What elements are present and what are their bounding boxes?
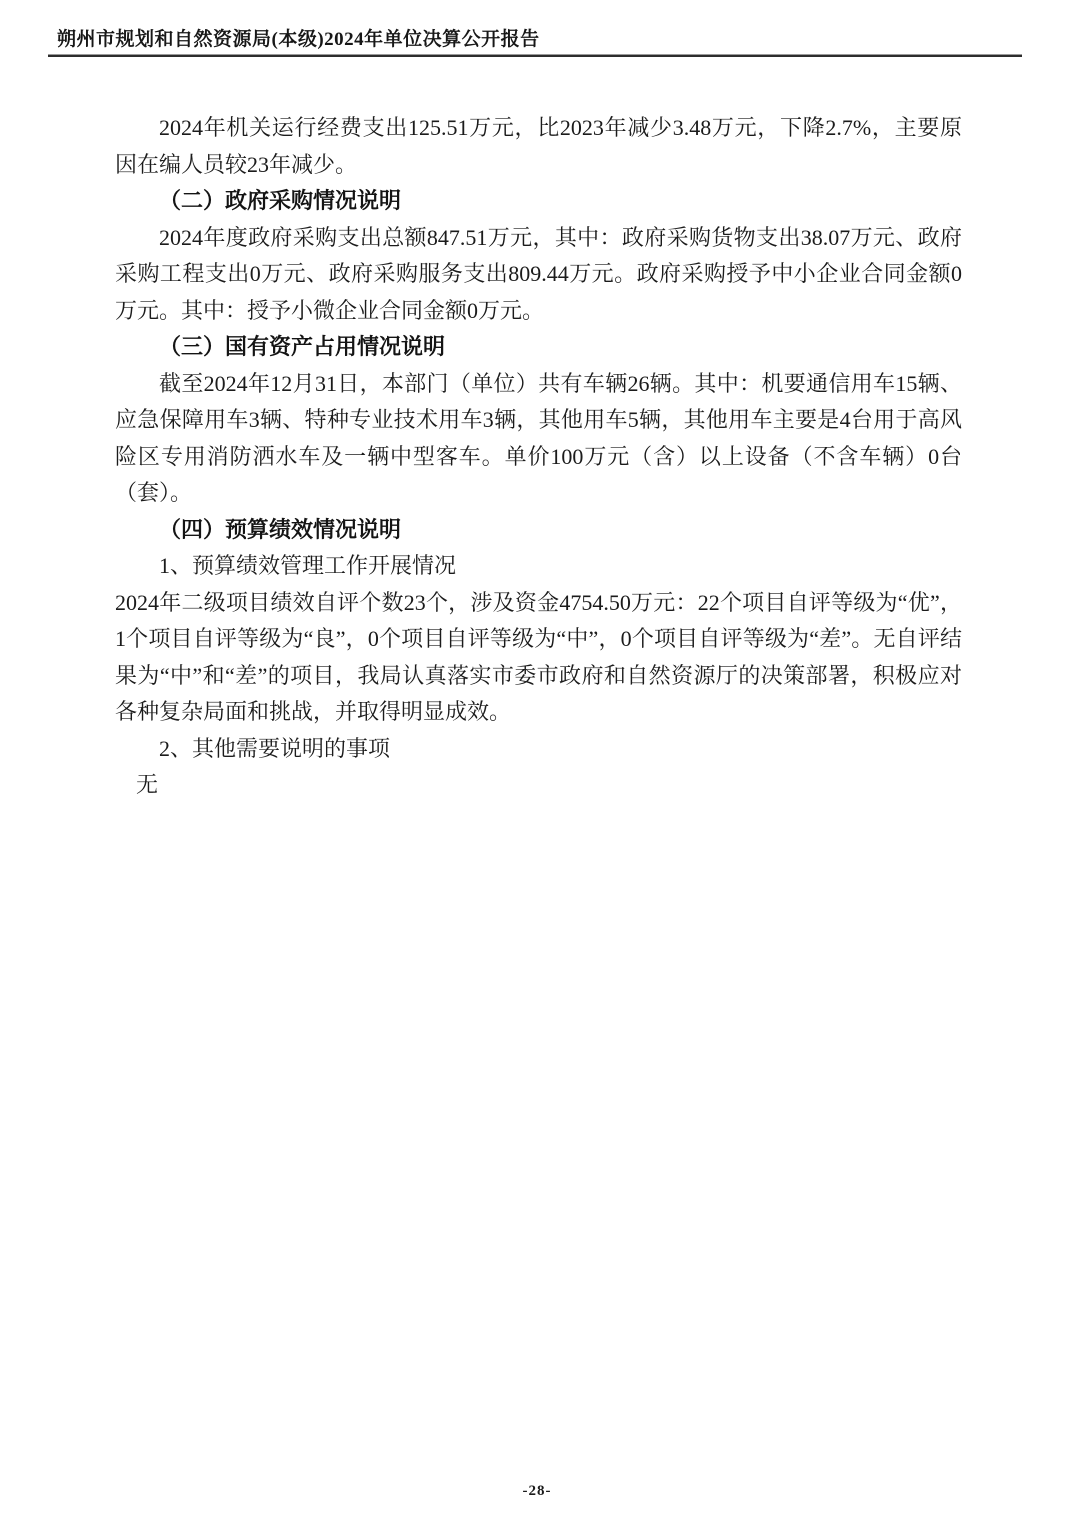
- paragraph-none: 无: [136, 772, 159, 797]
- paragraph-vehicles-and-equipment: 截至2024年12月31日，本部门（单位）共有车辆26辆。其中：机要通信用车15辆、应急保障用车3辆、特种专业技术用车3辆，其他用车5辆，其他用车主要是4台用于高风险区专用消防洒水车及一辆中型客车。单价100万元（含）以上设备（不含车辆）0台（套）。: [115, 370, 962, 505]
- paragraph-operating-expenses: 2024年机关运行经费支出125.51万元，比2023年减少3.48万元，下降2.7%，主要原因在编人员较23年减少。: [115, 115, 962, 177]
- heading-government-procurement: （二）政府采购情况说明: [159, 188, 402, 213]
- document-body: [115, 110, 962, 804]
- heading-budget-performance: （四）预算绩效情况说明: [159, 516, 402, 542]
- header-rule-divider: [48, 54, 1022, 57]
- document-header-title: 朔州市规划和自然资源局(本级)2024年单位决算公开报告: [57, 29, 540, 50]
- page-number: -28-: [522, 1483, 552, 1499]
- subheading-other-matters: 2、其他需要说明的事项: [159, 735, 391, 761]
- document-header: [48, 28, 1022, 57]
- paragraph-performance-self-evaluation: 2024年二级项目绩效自评个数23个，涉及资金4754.50万元：22个项目自评等级为“优”，1个项目自评等级为“良”，0个项目自评等级为“中”，0个项目自评等级为“差”。无自评结果为“中”和“差”的项目，我局认真落实市委市政府和自然资源厅的决策部署，积极应对各种复杂局面和挑战，并取得明显成效。: [115, 589, 962, 724]
- paragraph-procurement-details: 2024年度政府采购支出总额847.51万元，其中：政府采购货物支出38.07万元、政府采购工程支出0万元、政府采购服务支出809.44万元。政府采购授予中小企业合同金额0万元。其中：授予小微企业合同金额0万元。: [115, 224, 962, 323]
- subheading-performance-management: 1、预算绩效管理工作开展情况: [159, 553, 457, 578]
- heading-state-owned-assets: （三）国有资产占用情况说明: [159, 334, 446, 359]
